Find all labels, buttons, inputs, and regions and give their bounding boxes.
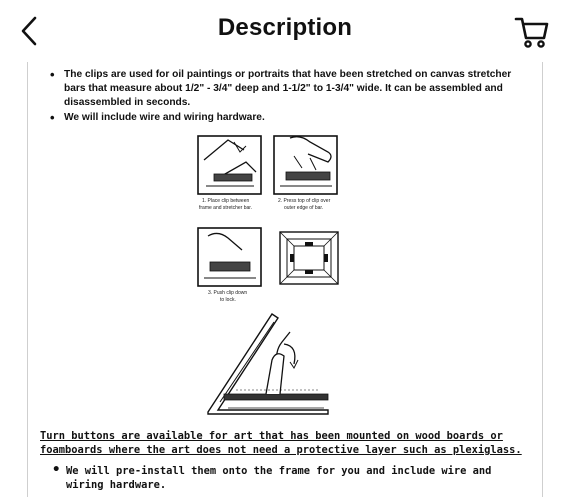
step3-panel [198,228,261,286]
step3-caption-1: 3. Push clip down [208,290,248,296]
step1-caption-2: frame and stretcher bar. [199,205,253,211]
clip-installation-illustration [28,132,543,422]
shopping-cart-icon [514,14,550,50]
corner-clip-illustration [208,314,328,414]
cart-button[interactable] [514,14,550,50]
turn-buttons-note: Turn buttons are available for art that has been mounted on wood boards or foamboards where the art does not need a protective layer such as plexiglass. [40,430,522,456]
bullet-preinstall: • We will pre-install them onto the frame for you and include wire and wiring hardware. [52,464,522,492]
description-bullets [50,68,520,125]
header-bar [0,0,570,62]
step1-panel [198,136,261,194]
step2-caption-1: 2. Press top of clip over [278,198,331,204]
turn-buttons-bullets [52,464,522,492]
bullet-clips: • The clips are used for oil paintings or portraits that have been stretched on canvas stretcher bars that measure about 1/2" - 3/4" deep and 1-1/2" to 1-3/4" wide. It can be assembled and disassembled in seconds. [50,68,520,111]
bullet-wire: • We will include wire and wiring hardware. [50,111,520,125]
description-content[interactable] [27,62,543,497]
step2-panel [274,136,337,194]
step2-caption-2: outer edge of bar. [284,205,324,211]
frame-diagram [280,232,338,284]
page-title: Description [217,14,353,41]
step3-caption-2: to lock. [220,297,236,303]
step1-caption-1: 1. Place clip between [202,198,250,204]
